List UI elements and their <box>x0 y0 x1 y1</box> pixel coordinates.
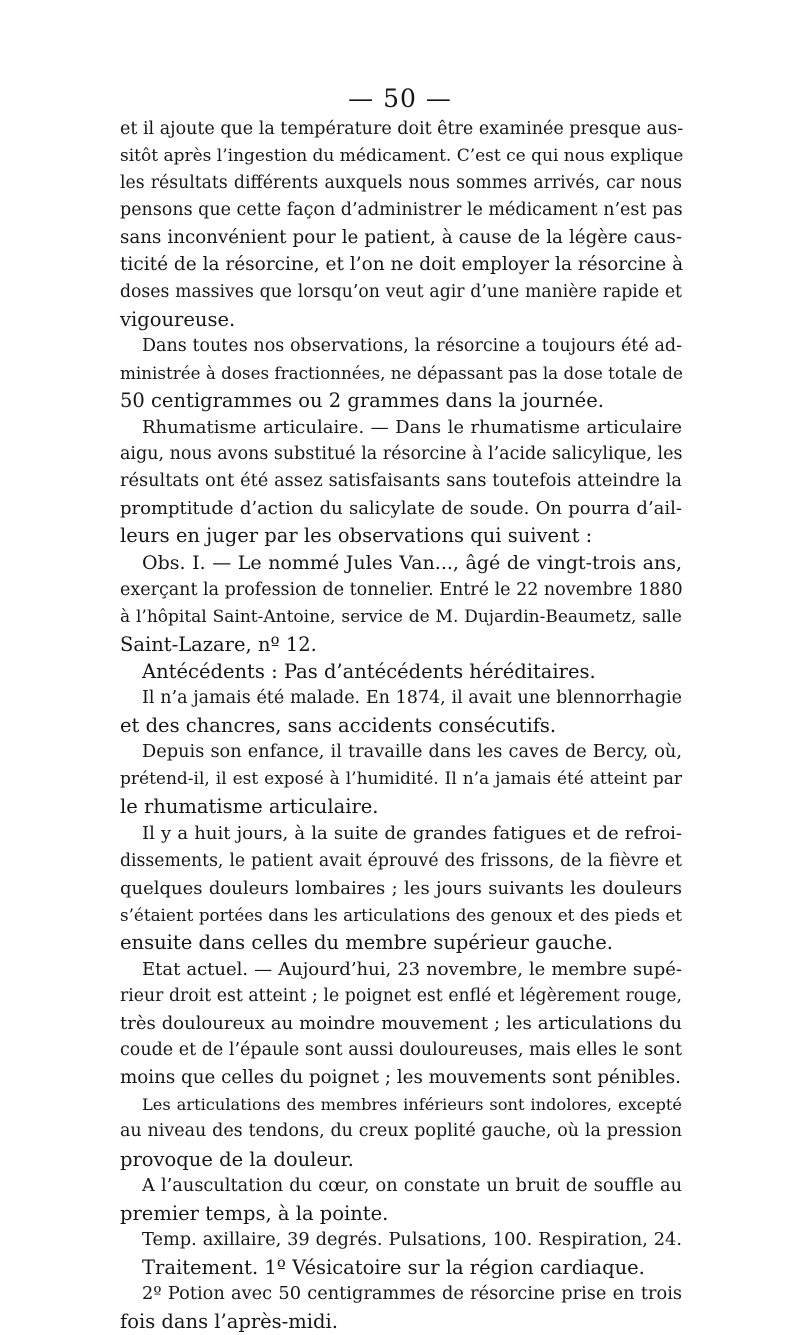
text-line: ensuite dans celles du membre supérieur gauche. <box>120 930 613 954</box>
body-text <box>120 116 682 1335</box>
page-number: — 50 — <box>348 84 452 113</box>
text-line: dissements, le patient avait éprouvé des frissons, de la fièvre et <box>120 850 682 871</box>
text-line: pensons que cette façon d’administrer le médicament n’est pas <box>120 200 683 221</box>
text-line: quelques douleurs lombaires ; les jours suivants les douleurs <box>120 877 682 899</box>
text-line: Les articulations des membres inférieurs sont indolores, excepté <box>142 1095 682 1115</box>
text-line: doses massives que lorsqu’on veut agir d’une manière rapide et <box>120 281 682 302</box>
text-line: provoque de la douleur. <box>120 1147 354 1171</box>
text-line: s’étaient portées dans les articulations des genoux et des pieds et <box>120 904 682 925</box>
text-line: à l’hôpital Saint-Antoine, service de M. Dujardin-Beaumetz, salle <box>120 606 682 627</box>
text-line: ministrée à doses fractionnées, ne dépassant pas la dose totale de <box>120 362 683 383</box>
text-line: aigu, nous avons substitué la résorcine à l’acide salicylique, les <box>120 444 683 465</box>
text-line: résultats ont été assez satisfaisants sans toutefois atteindre la <box>120 471 682 492</box>
text-line: Saint-Lazare, nº 12. <box>120 632 317 656</box>
text-line: 50 centigrammes ou 2 grammes dans la journée. <box>120 388 604 412</box>
text-line: ticité de la résorcine, et l’on ne doit employer la résorcine à <box>120 254 684 276</box>
text-line: rieur droit est atteint ; le poignet est enflé et légèrement rouge, <box>120 986 682 1006</box>
text-line: au niveau des tendons, du creux poplité gauche, où la pression <box>120 1121 682 1142</box>
text-line: et il ajoute que la température doit être examinée presque aus- <box>120 119 684 139</box>
text-line: sitôt après l’ingestion du médicament. C’est ce qui nous explique <box>120 146 684 167</box>
text-line: Il y a huit jours, à la suite de grandes fatigues et de refroi- <box>142 823 682 845</box>
text-line: moins que celles du poignet ; les mouvements sont pénibles. <box>120 1067 681 1089</box>
text-line: Dans toutes nos observations, la résorcine a toujours été ad- <box>142 335 682 356</box>
text-line: A l’auscultation du cœur, on constate un bruit de souffle au <box>142 1175 682 1196</box>
section-heading-line: Rhumatisme articulaire. — Dans le rhumatisme articulaire <box>142 417 682 439</box>
text-line: premier temps, à la pointe. <box>120 1201 389 1225</box>
text-line: prétend-il, il est exposé à l’humidité. Il n’a jamais été atteint par <box>120 769 682 790</box>
text-line: 2º Potion avec 50 centigrammes de résorcine prise en trois <box>142 1284 682 1305</box>
text-line: fois dans l’après-midi. <box>120 1310 338 1334</box>
text-line: le rhumatisme articulaire. <box>120 795 379 819</box>
text-line: Depuis son enfance, il travaille dans les caves de Bercy, où, <box>142 742 682 763</box>
text-line: les résultats différents auxquels nous sommes arrivés, car nous <box>120 173 682 194</box>
text-line: exerçant la profession de tonnelier. Entré le 22 novembre 1880 <box>120 579 683 600</box>
text-line: coude et de l’épaule sont aussi douloureuses, mais elles le sont <box>120 1040 682 1061</box>
antecedents-line: Antécédents : Pas d’antécédents héréditaires. <box>142 659 596 683</box>
text-line: promptitude d’action du salicylate de soude. On pourra d’ail- <box>120 498 682 520</box>
treatment-line: Traitement. 1º Vésicatoire sur la région cardiaque. <box>142 1255 645 1279</box>
etat-actuel-line: Etat actuel. — Aujourd’hui, 23 novembre, le membre supé- <box>142 958 682 980</box>
observation-heading-line: Obs. I. — Le nommé Jules Van..., âgé de vingt-trois ans, <box>142 551 682 574</box>
text-line: et des chancres, sans accidents consécutifs. <box>120 714 557 738</box>
text-line: vigoureuse. <box>120 307 236 331</box>
vitals-line: Temp. axillaire, 39 degrés. Pulsations, 100. Respiration, 24. <box>142 1229 682 1250</box>
text-line: très douloureux au moindre mouvement ; les articulations du <box>120 1013 682 1035</box>
text-line: leurs en juger par les observations qui suivent : <box>120 524 593 548</box>
text-line: Il n’a jamais été malade. En 1874, il avait une blennorrhagie <box>142 687 682 708</box>
text-line: sans inconvénient pour le patient, à cause de la légère caus- <box>120 227 682 249</box>
